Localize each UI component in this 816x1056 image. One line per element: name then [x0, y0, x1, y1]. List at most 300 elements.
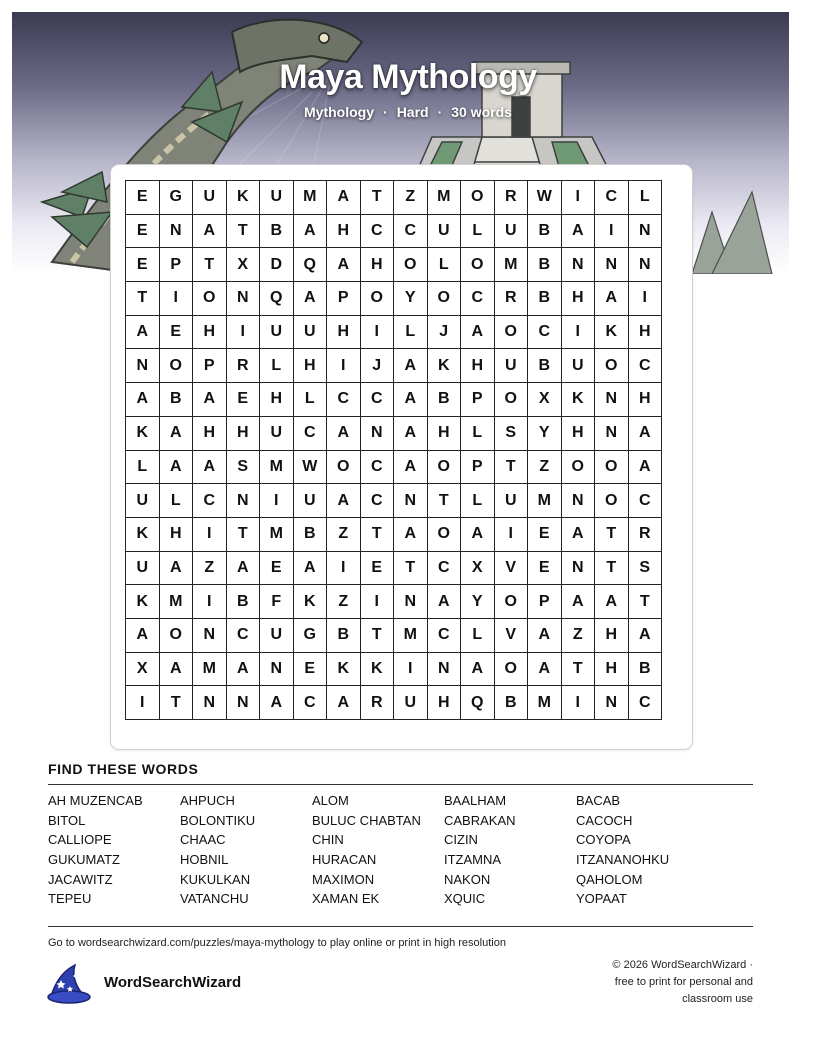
grid-cell[interactable]: C [461, 282, 495, 316]
grid-cell[interactable]: O [394, 248, 428, 282]
grid-cell[interactable]: B [427, 383, 461, 417]
grid-cell[interactable]: T [561, 652, 595, 686]
grid-cell[interactable]: O [427, 282, 461, 316]
grid-cell[interactable]: I [126, 686, 160, 720]
grid-cell[interactable]: O [494, 652, 528, 686]
grid-cell[interactable]: M [293, 181, 327, 215]
grid-cell[interactable]: H [427, 686, 461, 720]
word-item: AH MUZENCAB [48, 793, 143, 808]
grid-cell[interactable]: O [427, 450, 461, 484]
grid-cell[interactable]: U [394, 686, 428, 720]
grid-cell[interactable]: I [360, 585, 394, 619]
grid-cell[interactable]: P [327, 282, 361, 316]
grid-cell[interactable]: I [226, 315, 260, 349]
copyright-line: © 2026 WordSearchWizard · [612, 959, 753, 971]
grid-cell[interactable]: T [427, 484, 461, 518]
grid-cell[interactable]: N [595, 248, 629, 282]
grid-cell[interactable]: H [561, 416, 595, 450]
grid-cell[interactable]: A [528, 618, 562, 652]
grid-cell[interactable]: Z [327, 585, 361, 619]
grid-cell[interactable]: A [528, 652, 562, 686]
grid-cell[interactable]: O [494, 315, 528, 349]
grid-cell[interactable]: U [260, 315, 294, 349]
grid-cell[interactable]: E [159, 315, 193, 349]
grid-cell[interactable]: O [193, 282, 227, 316]
grid-cell[interactable]: A [327, 484, 361, 518]
grid-cell[interactable]: C [628, 484, 662, 518]
grid-row [126, 618, 662, 652]
grid-cell[interactable]: A [394, 416, 428, 450]
grid-cell[interactable]: C [427, 618, 461, 652]
grid-cell[interactable]: E [126, 248, 160, 282]
word-item: JACAWITZ [48, 871, 113, 887]
grid-cell[interactable]: L [461, 214, 495, 248]
grid-cell[interactable]: N [226, 686, 260, 720]
grid-cell[interactable]: C [628, 349, 662, 383]
grid-cell[interactable]: K [126, 416, 160, 450]
grid-cell[interactable]: A [427, 585, 461, 619]
grid-cell[interactable]: O [595, 349, 629, 383]
grid-cell[interactable]: N [427, 652, 461, 686]
grid-row [126, 282, 662, 316]
grid-cell[interactable]: P [193, 349, 227, 383]
grid-cell[interactable]: R [628, 517, 662, 551]
grid-cell[interactable]: M [528, 484, 562, 518]
divider [48, 784, 753, 785]
grid-row [126, 517, 662, 551]
grid-cell[interactable]: B [159, 383, 193, 417]
word-item: BOLONTIKU [180, 812, 256, 828]
grid-cell[interactable]: C [427, 551, 461, 585]
grid-cell[interactable]: N [226, 484, 260, 518]
grid-cell[interactable]: H [327, 214, 361, 248]
grid-row [126, 315, 662, 349]
grid-cell[interactable]: B [628, 652, 662, 686]
word-list [48, 793, 753, 908]
grid-cell[interactable]: Z [193, 551, 227, 585]
grid-cell[interactable]: O [494, 585, 528, 619]
grid-cell[interactable]: A [595, 585, 629, 619]
grid-cell[interactable]: O [360, 282, 394, 316]
grid-cell[interactable]: H [360, 248, 394, 282]
grid-cell[interactable]: A [327, 686, 361, 720]
grid-cell[interactable]: G [293, 618, 327, 652]
grid-cell[interactable]: I [327, 551, 361, 585]
grid-cell[interactable]: D [260, 248, 294, 282]
word-item: HOBNIL [180, 852, 229, 868]
grid-cell[interactable]: A [327, 416, 361, 450]
grid-cell[interactable]: N [394, 484, 428, 518]
grid-cell[interactable]: M [260, 517, 294, 551]
grid-cell[interactable]: N [360, 416, 394, 450]
grid-cell[interactable]: C [394, 214, 428, 248]
grid-cell[interactable]: M [394, 618, 428, 652]
grid-cell[interactable]: A [628, 416, 662, 450]
grid-cell[interactable]: T [628, 585, 662, 619]
grid-cell[interactable]: N [159, 214, 193, 248]
grid-cell[interactable]: C [628, 686, 662, 720]
word-item: BITOL [48, 812, 86, 828]
grid-cell[interactable]: Z [327, 517, 361, 551]
grid-cell[interactable]: O [327, 450, 361, 484]
grid-cell[interactable]: K [427, 349, 461, 383]
grid-cell[interactable]: O [595, 484, 629, 518]
grid-cell[interactable]: V [494, 618, 528, 652]
grid-cell[interactable]: U [260, 181, 294, 215]
grid-cell[interactable]: K [126, 585, 160, 619]
grid-cell[interactable]: A [159, 450, 193, 484]
grid-cell[interactable]: L [159, 484, 193, 518]
grid-row [126, 652, 662, 686]
grid-cell[interactable]: U [193, 181, 227, 215]
word-item: CHAAC [180, 832, 226, 848]
grid-cell[interactable]: L [461, 484, 495, 518]
word-item: ITZANANOHKU [576, 852, 670, 868]
page-title: Maya Mythology [279, 58, 537, 96]
grid-cell[interactable]: A [226, 652, 260, 686]
grid-cell[interactable]: T [226, 517, 260, 551]
grid-cell[interactable]: K [595, 315, 629, 349]
grid-cell[interactable]: B [528, 214, 562, 248]
grid-cell[interactable]: A [260, 686, 294, 720]
grid-cell[interactable]: A [461, 652, 495, 686]
grid-cell[interactable]: M [193, 652, 227, 686]
grid-cell[interactable]: N [628, 214, 662, 248]
grid-cell[interactable]: I [327, 349, 361, 383]
grid-cell[interactable]: X [461, 551, 495, 585]
grid-cell[interactable]: I [193, 517, 227, 551]
grid-cell[interactable]: A [293, 214, 327, 248]
grid-cell[interactable]: C [327, 383, 361, 417]
grid-cell[interactable]: T [394, 551, 428, 585]
word-item: ALOM [312, 793, 349, 808]
grid-cell[interactable]: E [360, 551, 394, 585]
grid-cell[interactable]: B [327, 618, 361, 652]
grid-cell[interactable]: H [628, 383, 662, 417]
grid-cell[interactable]: M [260, 450, 294, 484]
grid-cell[interactable]: I [628, 282, 662, 316]
grid-cell[interactable]: N [193, 618, 227, 652]
grid-cell[interactable]: Q [260, 282, 294, 316]
grid-cell[interactable]: I [360, 315, 394, 349]
grid-cell[interactable]: J [360, 349, 394, 383]
difficulty-label: Hard [396, 104, 429, 120]
grid-cell[interactable]: T [226, 214, 260, 248]
grid-cell[interactable]: K [226, 181, 260, 215]
grid-cell[interactable]: C [193, 484, 227, 518]
separator-dot: · [437, 104, 443, 120]
grid-cell[interactable]: C [360, 383, 394, 417]
grid-cell[interactable]: O [595, 450, 629, 484]
grid-cell[interactable]: N [561, 248, 595, 282]
grid-cell[interactable]: U [427, 214, 461, 248]
grid-cell[interactable]: U [494, 484, 528, 518]
grid-cell[interactable]: E [126, 181, 160, 215]
grid-cell[interactable]: T [595, 551, 629, 585]
grid-cell[interactable]: O [427, 517, 461, 551]
grid-cell[interactable]: X [528, 383, 562, 417]
grid-cell[interactable]: T [193, 248, 227, 282]
grid-cell[interactable]: I [561, 315, 595, 349]
word-item: AHPUCH [180, 793, 235, 808]
grid-cell[interactable]: I [394, 652, 428, 686]
grid-cell[interactable]: L [628, 181, 662, 215]
grid-row [126, 551, 662, 585]
grid-cell[interactable]: N [193, 686, 227, 720]
word-item: MAXIMON [312, 871, 375, 887]
grid-cell[interactable]: C [360, 450, 394, 484]
grid-cell[interactable]: A [126, 618, 160, 652]
grid-cell[interactable]: T [126, 282, 160, 316]
grid-cell[interactable]: H [595, 618, 629, 652]
grid-cell[interactable]: W [528, 181, 562, 215]
grid-cell[interactable]: Q [293, 248, 327, 282]
grid-cell[interactable]: O [461, 181, 495, 215]
grid-cell[interactable]: A [561, 585, 595, 619]
grid-cell[interactable]: C [360, 484, 394, 518]
grid-cell[interactable]: B [260, 214, 294, 248]
grid-cell[interactable]: Y [528, 416, 562, 450]
grid-cell[interactable]: B [293, 517, 327, 551]
word-item: YOPAAT [576, 891, 627, 907]
grid-cell[interactable]: M [528, 686, 562, 720]
grid-cell[interactable]: A [394, 349, 428, 383]
grid-cell[interactable]: N [595, 686, 629, 720]
grid-cell[interactable]: H [193, 315, 227, 349]
grid-cell[interactable]: S [628, 551, 662, 585]
grid-cell[interactable]: A [561, 214, 595, 248]
grid-cell[interactable]: U [494, 214, 528, 248]
grid-cell[interactable]: K [561, 383, 595, 417]
grid-cell[interactable]: H [159, 517, 193, 551]
grid-cell[interactable]: M [427, 181, 461, 215]
grid-cell[interactable]: U [293, 484, 327, 518]
grid-cell[interactable]: T [494, 450, 528, 484]
grid-cell[interactable]: K [126, 517, 160, 551]
grid-row [126, 450, 662, 484]
grid-row [126, 585, 662, 619]
grid-cell[interactable]: U [561, 349, 595, 383]
letter-grid [125, 180, 662, 720]
grid-cell[interactable]: A [394, 517, 428, 551]
grid-cell[interactable]: H [461, 349, 495, 383]
word-item: ITZAMNA [444, 852, 502, 868]
grid-cell[interactable]: K [360, 652, 394, 686]
grid-row [126, 349, 662, 383]
grid-cell[interactable]: B [494, 686, 528, 720]
grid-cell[interactable]: O [561, 450, 595, 484]
grid-cell[interactable]: N [595, 383, 629, 417]
word-item: QAHOLOM [576, 871, 643, 887]
grid-cell[interactable]: H [193, 416, 227, 450]
word-item: BACAB [576, 793, 621, 808]
grid-cell[interactable]: A [293, 551, 327, 585]
grid-cell[interactable]: C [360, 214, 394, 248]
grid-cell[interactable]: E [226, 383, 260, 417]
category-label: Mythology [304, 104, 375, 120]
grid-cell[interactable]: I [494, 517, 528, 551]
grid-row [126, 248, 662, 282]
grid-cell[interactable]: U [494, 349, 528, 383]
grid-cell[interactable]: N [628, 248, 662, 282]
grid-cell[interactable]: C [293, 686, 327, 720]
grid-cell[interactable]: B [528, 248, 562, 282]
word-item: XAMAN EK [312, 891, 380, 907]
grid-cell[interactable]: H [327, 315, 361, 349]
grid-cell[interactable]: P [528, 585, 562, 619]
grid-cell[interactable]: U [260, 416, 294, 450]
grid-cell[interactable]: Z [394, 181, 428, 215]
grid-cell[interactable]: H [628, 315, 662, 349]
grid-cell[interactable]: C [293, 416, 327, 450]
grid-cell[interactable]: A [628, 618, 662, 652]
grid-cell[interactable]: L [461, 618, 495, 652]
wizard-hat-icon [45, 962, 93, 1004]
grid-cell[interactable]: U [126, 484, 160, 518]
grid-cell[interactable]: A [159, 416, 193, 450]
grid-cell[interactable]: S [494, 416, 528, 450]
grid-cell[interactable]: N [561, 484, 595, 518]
grid-cell[interactable]: A [461, 517, 495, 551]
grid-cell[interactable]: A [394, 383, 428, 417]
grid-cell[interactable]: A [628, 450, 662, 484]
grid-cell[interactable]: K [327, 652, 361, 686]
grid-cell[interactable]: H [595, 652, 629, 686]
grid-cell[interactable]: O [159, 349, 193, 383]
grid-cell[interactable]: P [461, 383, 495, 417]
grid-cell[interactable]: A [126, 315, 160, 349]
copyright-line: classroom use [682, 993, 753, 1005]
grid-cell[interactable]: A [193, 214, 227, 248]
grid-cell[interactable]: R [494, 282, 528, 316]
grid-cell[interactable]: M [159, 585, 193, 619]
grid-cell[interactable]: I [561, 686, 595, 720]
grid-cell[interactable]: Q [461, 686, 495, 720]
grid-cell[interactable]: A [595, 282, 629, 316]
grid-cell[interactable]: E [126, 214, 160, 248]
grid-cell[interactable]: P [461, 450, 495, 484]
grid-cell[interactable]: L [427, 248, 461, 282]
grid-cell[interactable]: B [528, 349, 562, 383]
grid-cell[interactable]: T [360, 181, 394, 215]
grid-cell[interactable]: A [293, 282, 327, 316]
grid-cell[interactable]: I [260, 484, 294, 518]
grid-cell[interactable]: H [293, 349, 327, 383]
puzzle-card [110, 164, 693, 750]
grid-cell[interactable]: Y [461, 585, 495, 619]
grid-cell[interactable]: C [528, 315, 562, 349]
grid-cell[interactable]: I [193, 585, 227, 619]
grid-cell[interactable]: O [461, 248, 495, 282]
grid-cell[interactable]: R [360, 686, 394, 720]
grid-cell[interactable]: F [260, 585, 294, 619]
grid-cell[interactable]: R [226, 349, 260, 383]
grid-cell[interactable]: E [293, 652, 327, 686]
grid-cell[interactable]: H [260, 383, 294, 417]
grid-cell[interactable]: L [461, 416, 495, 450]
footer-url-text: Go to wordsearchwizard.com/puzzles/maya-mythology to play online or print in high resolution [48, 937, 506, 949]
grid-cell[interactable]: U [293, 315, 327, 349]
word-item: XQUIC [444, 891, 486, 907]
grid-cell[interactable]: I [159, 282, 193, 316]
grid-cell[interactable]: A [193, 383, 227, 417]
grid-cell[interactable]: N [561, 551, 595, 585]
word-item: TEPEU [48, 891, 92, 907]
grid-cell[interactable]: R [494, 181, 528, 215]
grid-cell[interactable]: H [561, 282, 595, 316]
grid-cell[interactable]: A [193, 450, 227, 484]
grid-cell[interactable]: N [260, 652, 294, 686]
grid-cell[interactable]: T [360, 517, 394, 551]
grid-cell[interactable]: O [159, 618, 193, 652]
grid-cell[interactable]: H [226, 416, 260, 450]
grid-cell[interactable]: L [126, 450, 160, 484]
grid-row [126, 686, 662, 720]
grid-cell[interactable]: M [494, 248, 528, 282]
grid-cell[interactable]: Z [528, 450, 562, 484]
grid-cell[interactable]: J [427, 315, 461, 349]
grid-cell[interactable]: I [561, 181, 595, 215]
grid-cell[interactable]: B [528, 282, 562, 316]
word-item: BULUC CHABTAN [312, 812, 421, 828]
grid-cell[interactable]: A [226, 551, 260, 585]
grid-cell[interactable]: T [595, 517, 629, 551]
grid-cell[interactable]: A [159, 652, 193, 686]
grid-row [126, 214, 662, 248]
grid-cell[interactable]: S [226, 450, 260, 484]
grid-cell[interactable]: U [126, 551, 160, 585]
grid-cell[interactable]: N [126, 349, 160, 383]
grid-cell[interactable]: C [595, 181, 629, 215]
grid-cell[interactable]: I [595, 214, 629, 248]
grid-cell[interactable]: N [394, 585, 428, 619]
grid-cell[interactable]: B [226, 585, 260, 619]
grid-cell[interactable]: H [427, 416, 461, 450]
grid-cell[interactable]: K [293, 585, 327, 619]
grid-cell[interactable]: A [126, 383, 160, 417]
grid-cell[interactable]: L [260, 349, 294, 383]
grid-cell[interactable]: U [260, 618, 294, 652]
grid-cell[interactable]: A [327, 248, 361, 282]
grid-cell[interactable]: A [327, 181, 361, 215]
grid-cell[interactable]: V [494, 551, 528, 585]
grid-cell[interactable]: T [360, 618, 394, 652]
puzzle-meta [0, 104, 816, 120]
grid-cell[interactable]: C [226, 618, 260, 652]
grid-cell[interactable]: N [226, 282, 260, 316]
grid-cell[interactable]: Z [561, 618, 595, 652]
grid-cell[interactable]: P [159, 248, 193, 282]
grid-cell[interactable]: L [394, 315, 428, 349]
grid-cell[interactable]: E [260, 551, 294, 585]
grid-cell[interactable]: T [159, 686, 193, 720]
grid-cell[interactable]: Y [394, 282, 428, 316]
grid-cell[interactable]: A [561, 517, 595, 551]
grid-cell[interactable]: W [293, 450, 327, 484]
grid-cell[interactable]: A [159, 551, 193, 585]
grid-cell[interactable]: L [293, 383, 327, 417]
grid-cell[interactable]: E [528, 551, 562, 585]
grid-cell[interactable]: N [595, 416, 629, 450]
grid-cell[interactable]: G [159, 181, 193, 215]
grid-cell[interactable]: X [226, 248, 260, 282]
grid-cell[interactable]: X [126, 652, 160, 686]
grid-cell[interactable]: A [394, 450, 428, 484]
word-item: CACOCH [576, 812, 633, 828]
grid-cell[interactable]: O [494, 383, 528, 417]
grid-cell[interactable]: E [528, 517, 562, 551]
grid-cell[interactable]: A [461, 315, 495, 349]
